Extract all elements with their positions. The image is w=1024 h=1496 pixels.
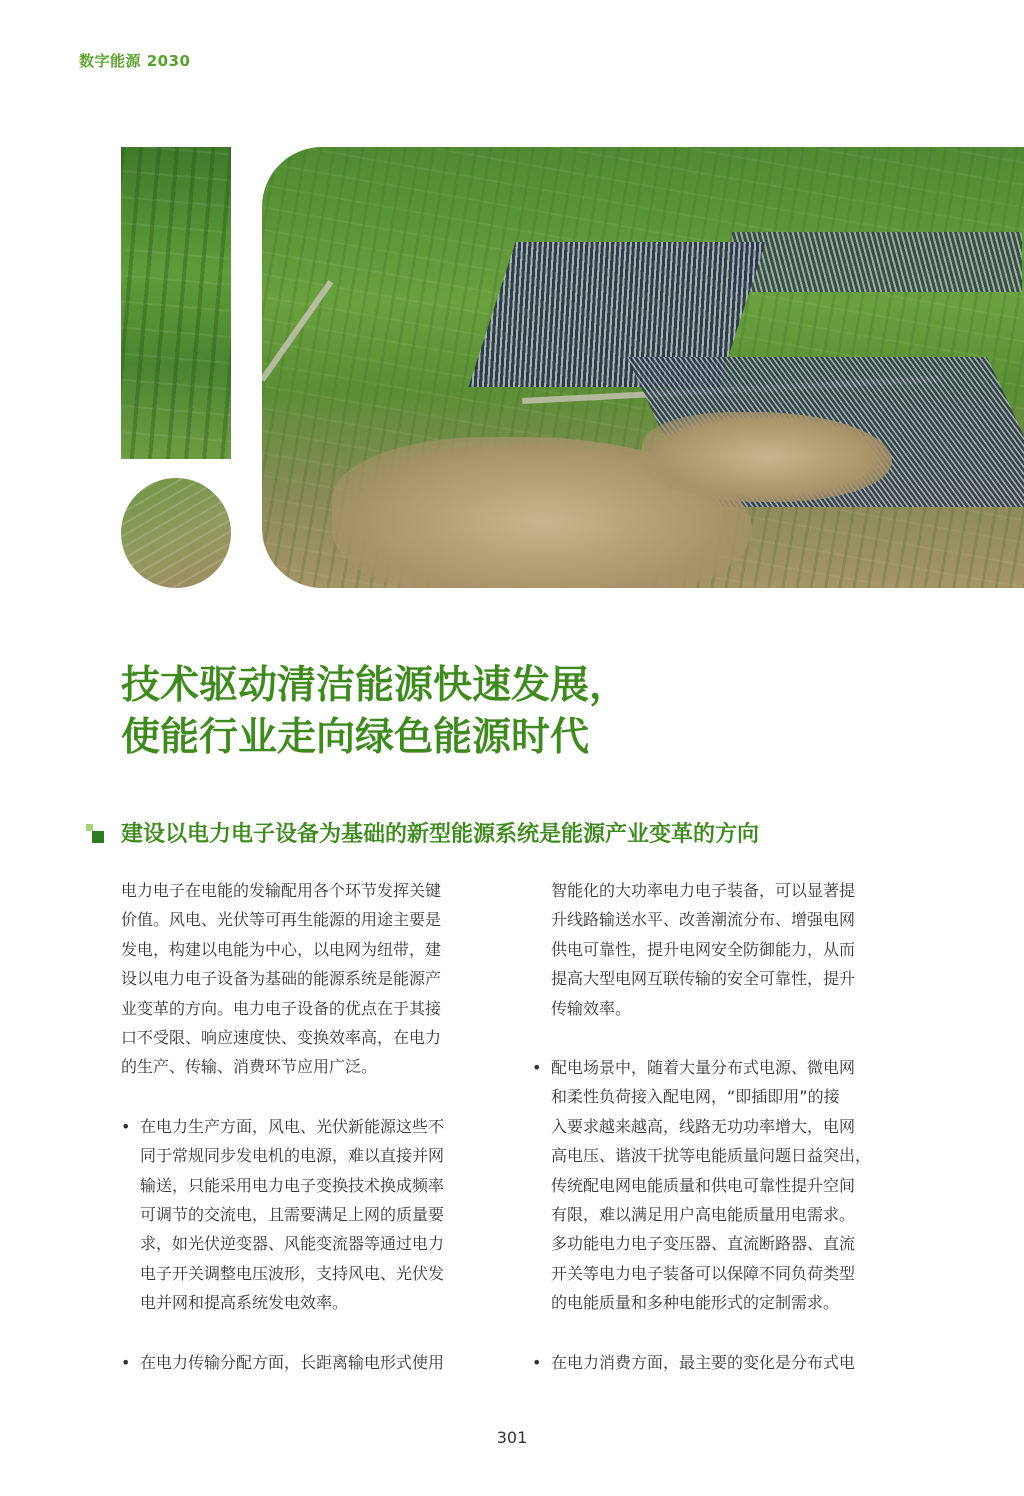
bullet-power-generation: • 在电力生产方面，风电、光伏新能源这些不 同于常规同步发电机的电源，难以直接并网 输送，只能采用电力电子变换技术换成频率 可调节的交流电，且需要满足上网的质量要 求，如光伏逆变器、风能变流器等通过电力 电子开关调整电压波形，支持风电、光伏发 电并网和提高系统发电效率。	[121, 1112, 501, 1318]
right-column	[532, 876, 912, 1377]
left-column	[121, 876, 501, 1377]
bullet-power-transmission: • 在电力传输分配方面，长距离输电形式使用	[121, 1348, 501, 1377]
bullet-dot: •	[121, 1352, 131, 1372]
running-header: 数字能源 2030	[79, 52, 191, 70]
road-shape	[262, 280, 333, 382]
section-marker-icon	[86, 824, 106, 844]
solar-farm-photo	[262, 147, 1024, 588]
page-number: 301	[496, 1428, 528, 1447]
continued-paragraph: 智能化的大功率电力电子装备，可以显著提 升线路输送水平、改善潮流分布、增强电网 供电可靠性，提升电网安全防御能力，从而 提高大型电网互联传输的安全可靠性，提升 传输效率。	[551, 881, 856, 1018]
main-title	[121, 660, 628, 764]
bullet-consumption: • 在电力消费方面，最主要的变化是分布式电	[532, 1348, 912, 1377]
main-title-line: 使能行业走向绿色能源时代	[121, 715, 590, 760]
farmland-strip-photo	[121, 147, 231, 459]
bullet-distribution: • 配电场景中，随着大量分布式电源、微电网 和柔性负荷接入配电网，“即插即用”的接 入要求越来越高，线路无功功率增大，电网 高电压、谐波干扰等电能质量问题日益突出， 传统配电网电能质量和供电可靠性提升空间 有限，难以满足用户高电能质量用电需求。 多功能电力电子变压器、直流断路器、直流 开关等电力电子装备可以保障不同负荷类型 的电能质量和多种电能形式的定制需求。	[532, 1053, 912, 1318]
bullet-dot: •	[121, 1116, 131, 1136]
solar-panel-array	[732, 232, 1022, 292]
grassland-circle-photo	[121, 478, 231, 588]
intro-paragraph: 电力电子在电能的发输配用各个环节发挥关键 价值。风电、光伏等可再生能源的用途主要是 发电，构建以电能为中心，以电网为纽带，建 设以电力电子设备为基础的能源系统是能源产 业变革的方向。电力电子设备的优点在于其接 口不受限、响应速度快、变换效率高，在电力 的生产、传输、消费环节应用广泛。	[121, 881, 442, 1077]
main-title-line: 技术驱动清洁能源快速发展，	[121, 663, 629, 708]
bullet-dot: •	[532, 1352, 542, 1372]
bullet-dot: •	[532, 1058, 542, 1078]
section-title: 建设以电力电子设备为基础的新型能源系统是能源产业变革的方向	[121, 822, 760, 847]
